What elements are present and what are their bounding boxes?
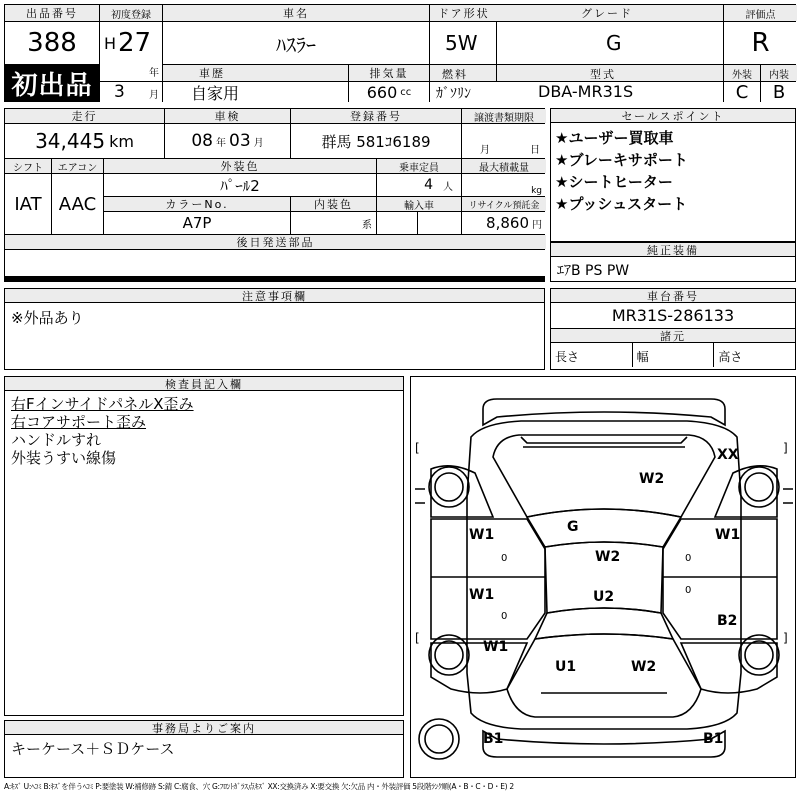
max-load-cell: [462, 174, 546, 196]
inspector-line: 外装うすい線傷: [11, 449, 117, 467]
mark-w1-left-front-door: W1: [469, 527, 495, 543]
mark-w1-right-front-door: W1: [715, 527, 741, 543]
mark-g-windshield: G: [567, 519, 579, 535]
dims-header: 諸元: [551, 329, 795, 343]
mark-w2-hatch: W2: [631, 659, 657, 675]
door-grade-divider: [496, 22, 497, 64]
equipment-header: 純正装備: [551, 243, 795, 257]
equipment-box: [550, 242, 796, 282]
door-header: ドア形状: [430, 5, 723, 21]
dims-row: [551, 343, 795, 367]
office-text: キーケース＋ＳＤケース: [11, 740, 175, 758]
sales-points-list: [551, 123, 795, 215]
plate-value: 群馬 581ｺ6189: [291, 124, 461, 158]
era-value: H: [104, 34, 117, 53]
sales-points-header: セールスポイント: [551, 109, 795, 123]
ac-value: AAC: [52, 174, 103, 234]
year-unit: 年: [149, 68, 159, 79]
car-outline-drawing: [411, 377, 796, 778]
score-value: R: [724, 22, 797, 64]
mark-u2-rear-window: U2: [593, 589, 615, 605]
interior-color-cell: [291, 212, 376, 234]
mark-zero: 0: [685, 585, 692, 596]
fuel-type-divider: [496, 65, 497, 81]
sales-point-item: ★ユーザー買取車: [555, 129, 674, 147]
capacity-cell: [377, 174, 461, 196]
fuel-type-header-row: [430, 65, 723, 81]
lot-number-value: 388: [5, 22, 99, 64]
import-header: 輸入車: [377, 197, 461, 211]
sales-point-item: ★プッシュスタート: [555, 195, 688, 213]
header-grid: [4, 4, 796, 102]
inspector-line: 右FインサイドパネルX歪み: [11, 395, 194, 413]
car-diagram: [410, 376, 796, 778]
interior-grade-value: B: [761, 82, 797, 102]
transfer-deadline-header: 譲渡書類期限: [462, 109, 546, 123]
mileage-header: 走行: [5, 109, 164, 123]
exterior-color-value: ﾊﾟｰﾙ2: [104, 174, 376, 196]
later-parts-value: [5, 250, 546, 276]
fuel-header: 燃料: [442, 68, 468, 81]
mileage-value: 34,445: [35, 129, 106, 153]
transfer-day-unit: 日: [530, 145, 540, 156]
transfer-month-unit: 月: [480, 145, 490, 156]
displacement-cell: [349, 82, 429, 102]
capacity-unit: 人: [443, 181, 453, 193]
type-value: DBA-MR31S: [538, 82, 634, 101]
color-no-header: カラーNo.: [104, 197, 290, 211]
import-cell: [377, 212, 461, 234]
mark-u1-hatch: U1: [555, 659, 577, 675]
later-parts-header: 後日発送部品: [5, 235, 546, 249]
office-box: [4, 720, 404, 778]
equipment-value: ｴｱB PS PW: [557, 263, 630, 279]
damage-code-legend: A:ｷｽﾞ U:ﾍｺﾐ B:ｷｽﾞを伴うﾍｺﾐ P:要塗装 W:補修跡 S:錆 C:腐食、穴 G:ﾌﾛﾝﾄｶﾞﾗｽ点ｷｽﾞ XX:交換済み X:要交換 欠:欠品 内・外装評価 5段階ﾗﾝｸ順(A・B・C・D・E) 2: [4, 782, 514, 791]
notes-header: 注意事項欄: [5, 289, 544, 303]
left-mirror: [415, 489, 425, 503]
inspector-box: [4, 376, 404, 716]
mark-b2-right-rear: B2: [717, 613, 738, 629]
score-header: 評価点: [724, 5, 797, 21]
inspection-header: 車検: [165, 109, 290, 123]
shift-header: シフト: [5, 159, 51, 173]
month-value: 3: [114, 82, 125, 102]
bracket-right-rear: ]: [783, 631, 788, 645]
capacity-header: 乗車定員: [377, 159, 461, 173]
mark-w1-left-rear-door: W1: [469, 587, 495, 603]
inspection-year-unit: 年: [216, 137, 226, 149]
inspection-month-unit: 月: [253, 137, 264, 149]
history-header: 車歴: [163, 65, 348, 81]
displacement-header: 排気量: [349, 65, 429, 81]
max-load-unit: kg: [531, 186, 542, 196]
notes-text: ※外品あり: [11, 309, 84, 327]
door-value: 5W: [445, 31, 478, 55]
height-label: 高さ: [718, 350, 743, 364]
transfer-deadline-cell: [462, 124, 546, 158]
right-mirror: [783, 489, 793, 503]
body-outline: [467, 421, 741, 729]
inspector-line: 右コアサポート歪み: [11, 413, 147, 431]
chassis-box: [550, 288, 796, 370]
vehicle-details-grid: [4, 108, 545, 282]
mark-xx: XX: [717, 447, 739, 463]
grade-value: G: [606, 31, 622, 55]
bracket-left-front: [: [415, 441, 420, 455]
history-value: 自家用: [163, 82, 348, 102]
sales-points-box: [550, 108, 796, 242]
sales-point-item: ★シートヒーター: [555, 173, 673, 191]
office-header: 事務局よりご案内: [5, 721, 403, 735]
sales-point-item: ★ブレーキサポート: [555, 151, 688, 169]
grille-lines: [521, 437, 687, 447]
plate-header: 登録番号: [291, 109, 461, 123]
recycle-value: 8,860: [486, 214, 529, 232]
recycle-unit: 円: [532, 219, 542, 231]
capacity-value: 4: [424, 177, 433, 193]
exterior-grade-header: 外装: [724, 65, 760, 81]
displacement-unit: cc: [400, 86, 412, 98]
chassis-header: 車台番号: [551, 289, 795, 303]
recycle-header: リサイクル預託金: [462, 197, 546, 211]
inspection-month: 03: [229, 131, 251, 151]
inspector-lines: [5, 391, 403, 467]
rear-bumper-outline: [483, 731, 725, 757]
ac-header: エアコン: [52, 159, 103, 173]
first-registration-month: [100, 82, 162, 102]
mark-zero: 0: [685, 553, 692, 564]
first-listing-badge: 初出品: [5, 65, 99, 102]
door-grade-row: [430, 22, 723, 64]
mark-zero: 0: [501, 553, 508, 564]
mark-b1-rear-right: B1: [703, 731, 724, 747]
mark-zero: 0: [501, 611, 508, 622]
displacement-value: 660: [366, 82, 398, 102]
exterior-color-header: 外装色: [104, 159, 376, 173]
length-label: 長さ: [551, 343, 633, 367]
mark-b1-rear-left: B1: [483, 731, 504, 747]
type-header: 型式: [590, 68, 616, 81]
width-label: 幅: [633, 343, 715, 367]
shift-value: IAT: [5, 174, 51, 234]
fuel-value: ｶﾞｿﾘﾝ: [436, 86, 471, 102]
first-registration-year: [100, 22, 162, 81]
inspector-line: ハンドルすれ: [11, 431, 102, 449]
grade-header: グレード: [581, 7, 633, 20]
inspection-cell: [165, 124, 290, 158]
year-value: 27: [118, 28, 152, 58]
mark-w2-hood: W2: [639, 471, 665, 487]
bracket-left-rear: [: [415, 631, 420, 645]
mark-w2-roof: W2: [595, 549, 621, 565]
fuel-type-value-row: [430, 82, 723, 102]
chassis-value: MR31S-286133: [551, 303, 795, 329]
inspection-year: 08: [191, 131, 213, 151]
max-load-header: 最大積載量: [462, 159, 546, 173]
first-registration-header: 初度登録: [100, 5, 162, 21]
color-no-value: A7P: [104, 212, 290, 234]
interior-grade-header: 内装: [761, 65, 797, 81]
lot-number-header: 出品番号: [5, 5, 99, 21]
exterior-grade-value: C: [724, 82, 760, 102]
mark-w1-left-quarter: W1: [483, 639, 509, 655]
mileage-cell: [5, 124, 164, 158]
import-divider: [417, 212, 418, 234]
bracket-right-front: ]: [783, 441, 788, 455]
interior-color-unit: 系: [362, 219, 372, 231]
mileage-unit: km: [109, 131, 134, 151]
model-name-value: ﾊｽﾗｰ: [163, 22, 429, 64]
month-unit: 月: [149, 90, 159, 101]
inspector-header: 検査員記入欄: [5, 377, 403, 391]
interior-color-header: 内装色: [291, 197, 376, 211]
model-name-header: 車名: [163, 5, 429, 21]
notes-box: [4, 288, 545, 370]
recycle-cell: [462, 212, 546, 234]
rear-hatch-outline: [507, 634, 701, 717]
